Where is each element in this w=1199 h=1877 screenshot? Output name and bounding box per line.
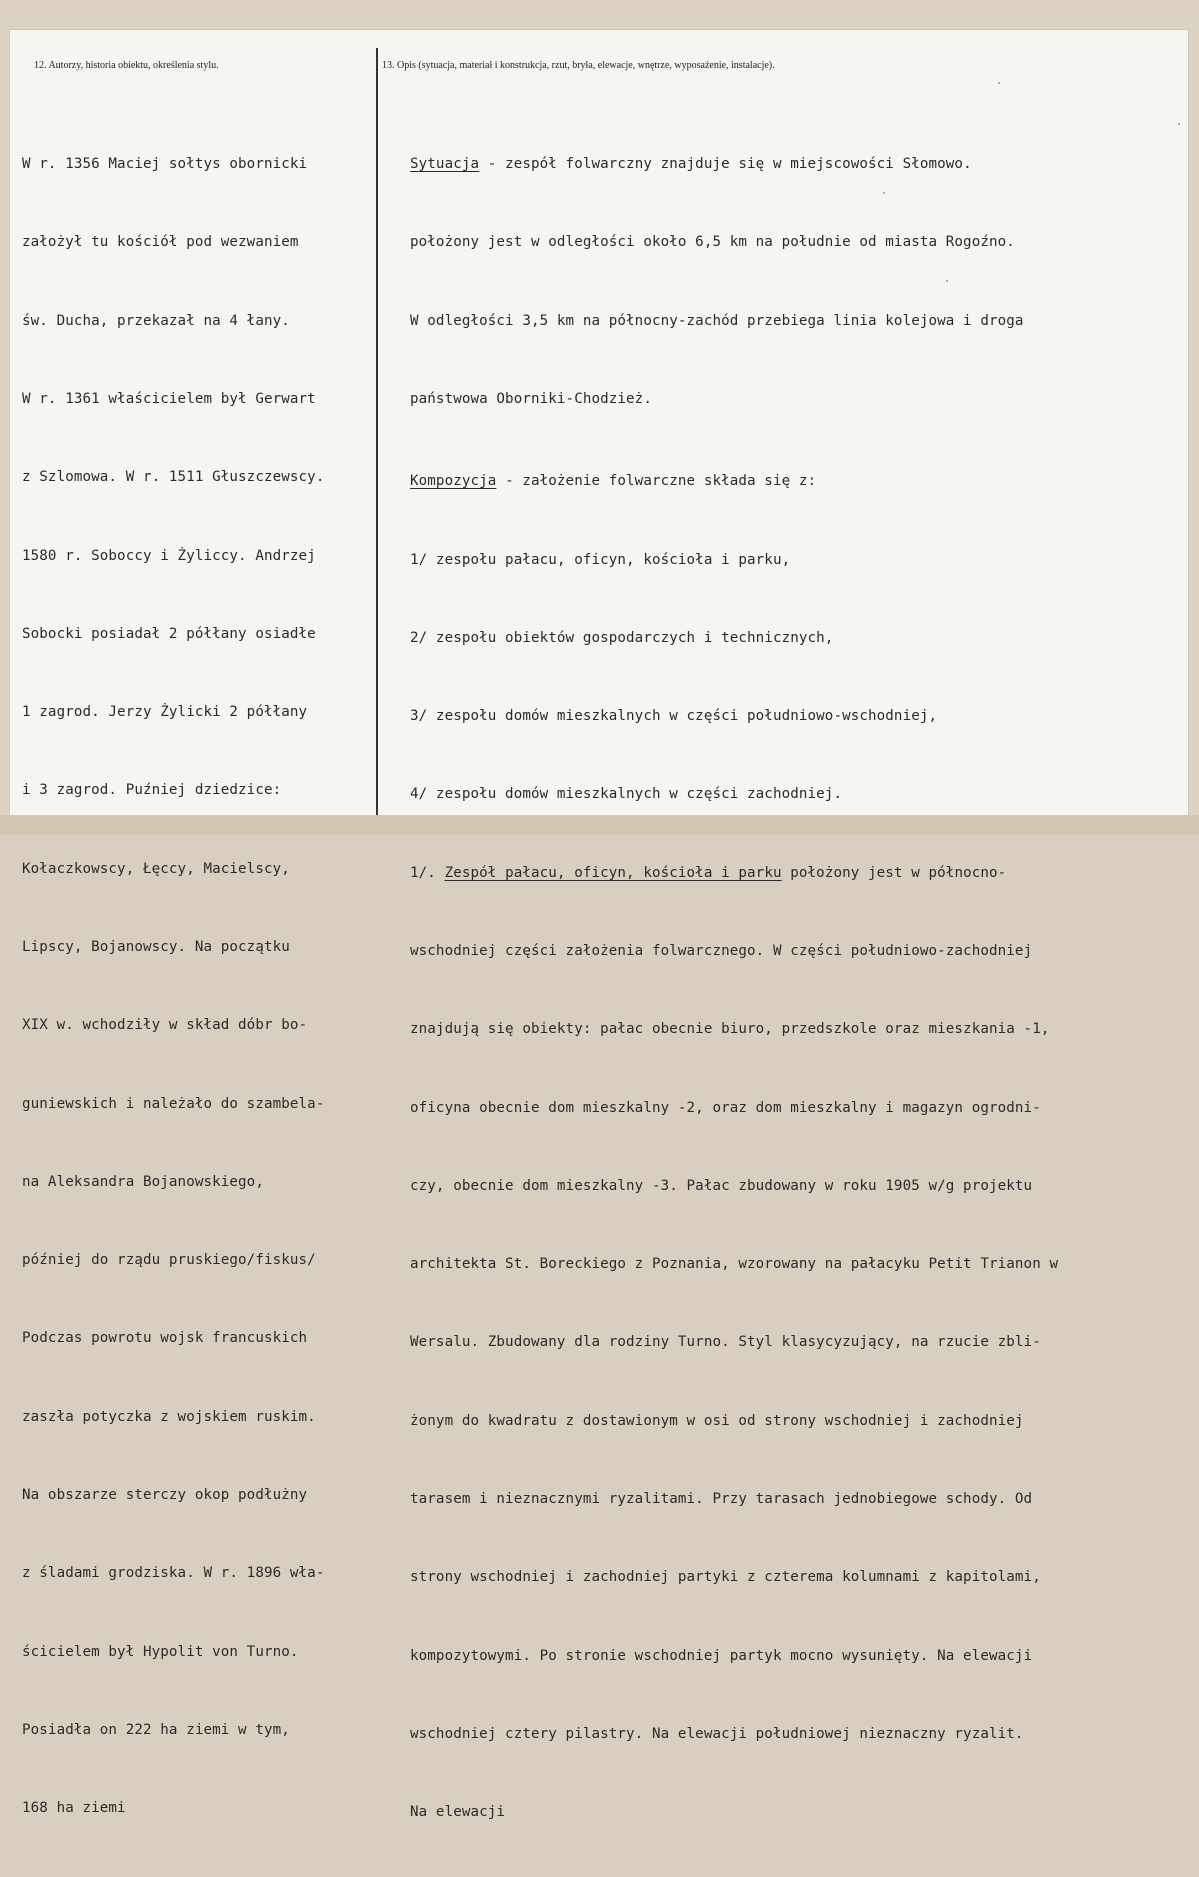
paper-speck	[946, 280, 948, 282]
description-text	[410, 99, 1058, 1877]
history-line: później do rządu pruskiego/fiskus/	[22, 1252, 316, 1269]
palace-paragraph-first-line	[410, 860, 1058, 886]
kompozycja-text: - założenie folwarczne składa się z:	[496, 473, 817, 490]
palace-first-rest: położony jest w północno-	[781, 864, 1007, 881]
description-line: W odległości 3,5 km na północny-zachód przebiega linia kolejowa i droga	[410, 312, 1024, 329]
composition-list-item: 4/ zespołu domów mieszkalnych w części zachodniej.	[410, 786, 843, 803]
kompozycja-line	[410, 468, 1058, 494]
history-line: W r. 1356 Maciej sołtys obornicki	[22, 156, 308, 173]
palace-line: znajdują się obiekty: pałac obecnie biuro, przedszkole oraz mieszkania -1,	[410, 1021, 1050, 1038]
palace-prefix: 1/.	[410, 864, 445, 881]
palace-line: wschodniej cztery pilastry. Na elewacji południowej nieznaczny ryzalit.	[410, 1725, 1024, 1742]
palace-line: architekta St. Boreckiego z Poznania, wzorowany na pałacyku Petit Trianon w	[410, 1256, 1059, 1273]
palace-line: żonym do kwadratu z dostawionym w osi od strony wschodniej i zachodniej	[410, 1412, 1024, 1429]
palace-line: tarasem i nieznacznymi ryzalitami. Przy tarasach jednobiegowe schody. Od	[410, 1490, 1033, 1507]
history-line: W r. 1361 właścicielem był Gerwart	[22, 391, 316, 408]
palace-line: wschodniej części założenia folwarcznego. W części południowo-zachodniej	[410, 943, 1033, 959]
history-line: Na obszarze sterczy okop podłużny	[22, 1486, 308, 1503]
palace-line: czy, obecnie dom mieszkalny -3. Pałac zbudowany w roku 1905 w/g projektu	[410, 1177, 1033, 1194]
composition-list-item: 2/ zespołu obiektów gospodarczych i technicznych,	[410, 629, 834, 646]
history-line: Sobocki posiadał 2 półłany osiadłe	[22, 625, 316, 642]
history-line: 1 zagrod. Jerzy Żylicki 2 półłany	[22, 704, 308, 721]
history-line: z śladami grodziska. W r. 1896 wła-	[22, 1565, 325, 1582]
history-text	[22, 99, 324, 1873]
history-line: guniewskich i należało do szambela-	[22, 1095, 325, 1112]
history-line: z Szlomowa. W r. 1511 Głuszczewscy.	[22, 469, 325, 486]
paper-speck	[998, 82, 1000, 84]
composition-list-item: 3/ zespołu domów mieszkalnych w części południowo-wschodniej,	[410, 708, 938, 725]
paper-speck	[1178, 123, 1180, 125]
header-left: 12. Autorzy, historia obiektu, określenia stylu.	[34, 60, 219, 71]
history-line: zaszła potyczka z wojskiem ruskim.	[22, 1408, 316, 1425]
palace-line: Na elewacji	[410, 1804, 506, 1821]
history-line: założył tu kościół pod wezwaniem	[22, 234, 299, 251]
history-line: 168 ha ziemi	[22, 1800, 126, 1817]
history-line: św. Ducha, przekazał na 4 łany.	[22, 312, 290, 329]
history-line: Lipscy, Bojanowscy. Na początku	[22, 939, 290, 955]
palace-section-label: Zespół pałacu, oficyn, kościoła i parku	[444, 864, 782, 881]
description-line: państwowa Oborniki-Chodzież.	[410, 391, 652, 408]
history-line: Posiadła on 222 ha ziemi w tym,	[22, 1721, 290, 1738]
history-line: Podczas powrotu wojsk francuskich	[22, 1330, 308, 1347]
palace-line: Wersalu. Zbudowany dla rodziny Turno. Styl klasycyzujący, na rzucie zbli-	[410, 1334, 1041, 1351]
palace-line: kompozytowymi. Po stronie wschodniej partyk mocno wysunięty. Na elewacji	[410, 1647, 1033, 1664]
sytuacja-label: Sytuacja	[410, 156, 480, 173]
scan-bottom-edge	[0, 815, 1199, 835]
sytuacja-text: - zespół folwarczny znajduje się w miejscowości Słomowo.	[479, 156, 972, 173]
description-line: położony jest w odległości około 6,5 km na południe od miasta Rogoźno.	[410, 234, 1015, 251]
history-line: 1580 r. Soboccy i Żyliccy. Andrzej	[22, 547, 316, 564]
history-line: Kołaczkowscy, Łęccy, Macielscy,	[22, 860, 290, 877]
palace-line: strony wschodniej i zachodniej partyki z czterema kolumnami z kapitolami,	[410, 1569, 1041, 1586]
column-divider	[376, 48, 378, 818]
history-line: i 3 zagrod. Puźniej dziedzice:	[22, 782, 282, 799]
history-line: XIX w. wchodziły w skład dóbr bo-	[22, 1017, 308, 1034]
history-line: na Aleksandra Bojanowskiego,	[22, 1173, 264, 1190]
header-right: 13. Opis (sytuacja, materiał i konstrukcja, rzut, bryła, elewacje, wnętrze, wyposażenie, instalacje).	[382, 60, 775, 71]
inventory-card	[10, 30, 1188, 1821]
sytuacja-line	[410, 151, 1058, 177]
composition-list-item: 1/ zespołu pałacu, oficyn, kościoła i parku,	[410, 551, 791, 568]
kompozycja-label: Kompozycja	[410, 473, 497, 490]
paper-speck	[883, 192, 885, 194]
history-line: ścicielem był Hypolit von Turno.	[22, 1643, 299, 1660]
palace-line: oficyna obecnie dom mieszkalny -2, oraz dom mieszkalny i magazyn ogrodni-	[410, 1099, 1041, 1116]
